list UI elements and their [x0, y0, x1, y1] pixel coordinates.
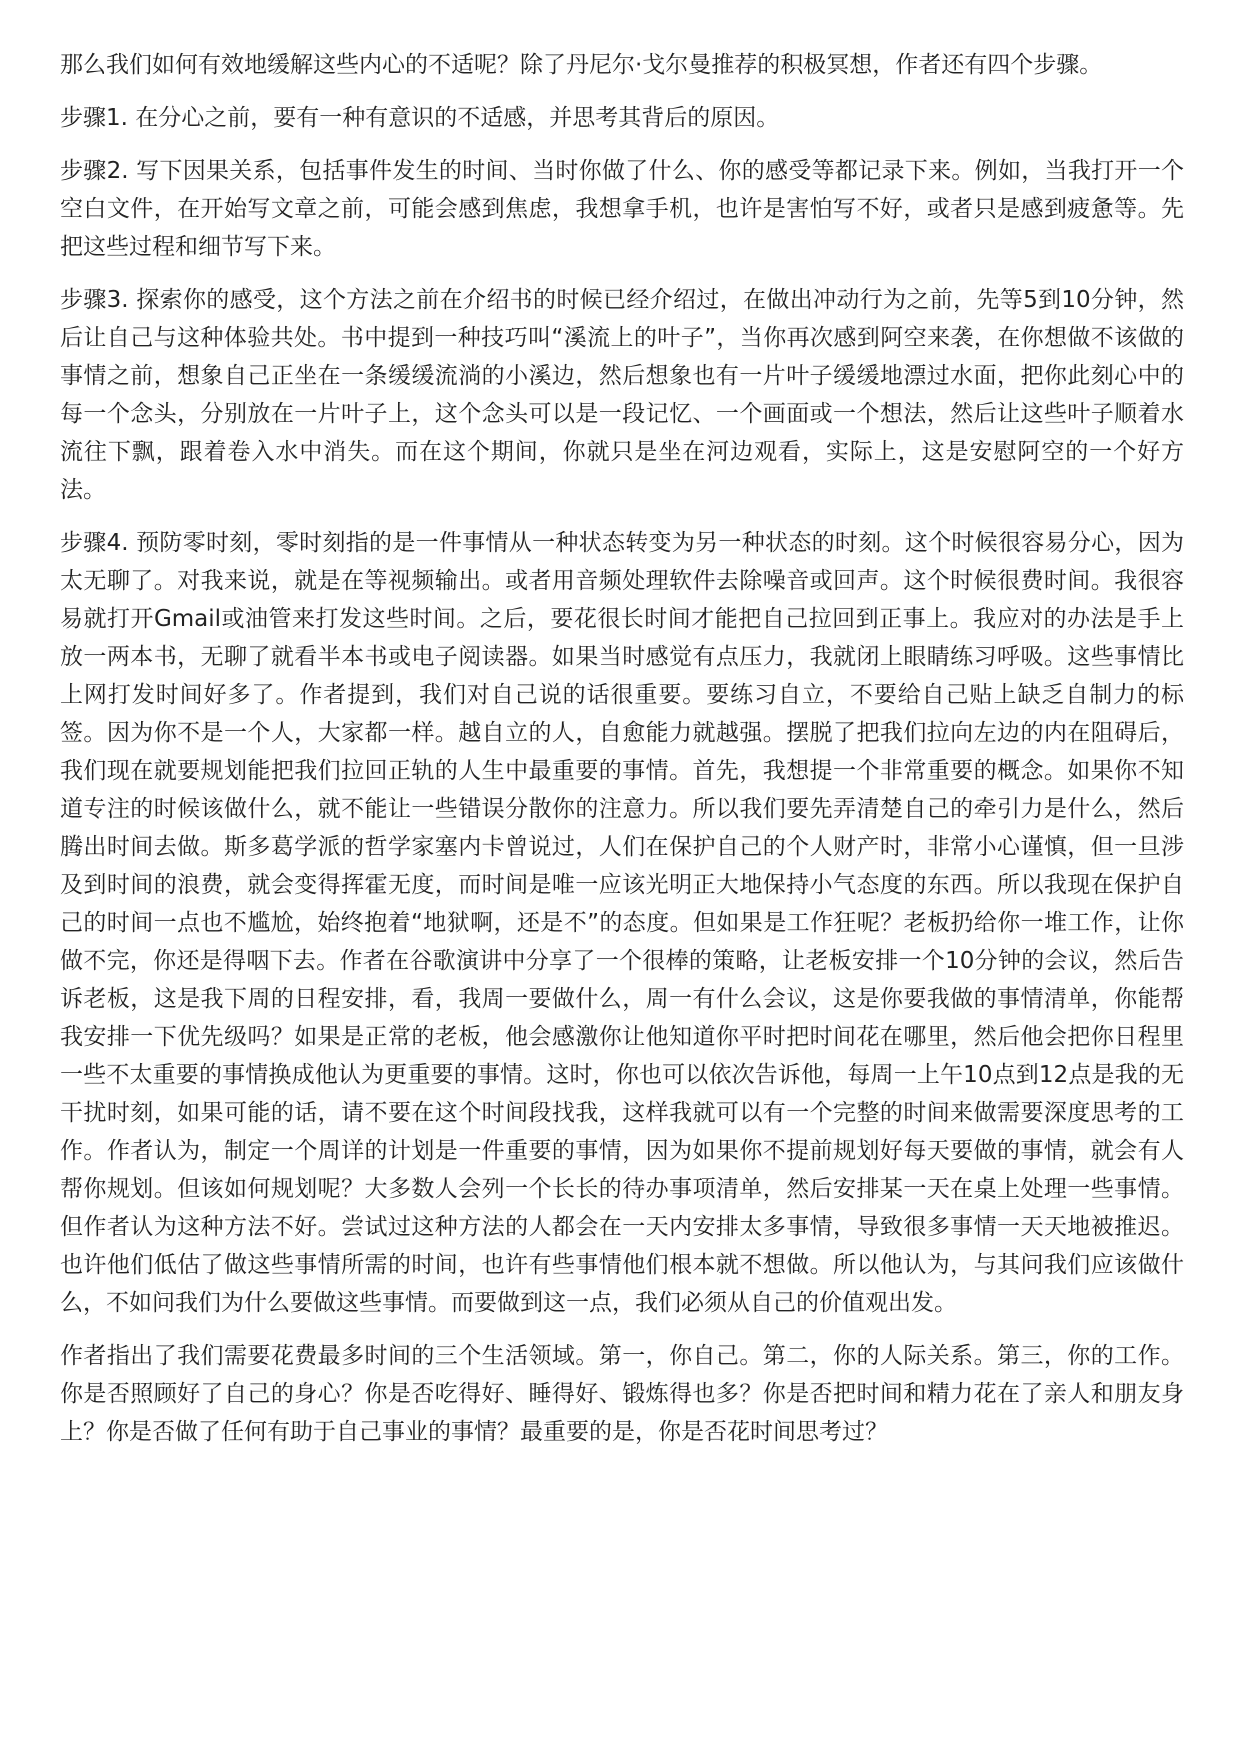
paragraph-step-2: 步骤2. 写下因果关系，包括事件发生的时间、当时你做了什么、你的感受等都记录下来。例如，当我打开一个空白文件，在开始写文章之前，可能会感到焦虑，我想拿手机，也许是害怕写不好，或者只是感到疲惫等。先把这些过程和细节写下来。 [60, 158, 1184, 260]
paragraph-intro: 那么我们如何有效地缓解这些内心的不适呢？除了丹尼尔·戈尔曼推荐的积极冥想，作者还有四个步骤。 [60, 52, 1103, 78]
paragraph-life-areas: 作者指出了我们需要花费最多时间的三个生活领域。第一，你自己。第二，你的人际关系。第三，你的工作。你是否照顾好了自己的身心？你是否吃得好、睡得好、锻炼得也多？你是否把时间和精力花在了亲人和朋友身上？你是否做了任何有助于自己事业的事情？最重要的是，你是否花时间思考过？ [60, 1343, 1184, 1445]
document-page [60, 46, 1184, 1466]
paragraph-step-3: 步骤3. 探索你的感受，这个方法之前在介绍书的时候已经介绍过，在做出冲动行为之前，先等5到10分钟，然后让自己与这种体验共处。书中提到一种技巧叫“溪流上的叶子”，当你再次感到阿空来袭，在你想做不该做的事情之前，想象自己正坐在一条缓缓流淌的小溪边，然后想象也有一片叶子缓缓地漂过水面，把你此刻心中的每一个念头，分别放在一片叶子上，这个念头可以是一段记忆、一个画面或一个想法，然后让这些叶子顺着水流往下飘，跟着卷入水中消失。而在这个期间，你就只是坐在河边观看，实际上，这是安慰阿空的一个好方法。 [60, 287, 1184, 503]
paragraph-step-4: 步骤4. 预防零时刻，零时刻指的是一件事情从一种状态转变为另一种状态的时刻。这个时候很容易分心，因为太无聊了。对我来说，就是在等视频输出。或者用音频处理软件去除噪音或回声。这个时候很费时间。我很容易就打开Gmail或油管来打发这些时间。之后，要花很长时间才能把自己拉回到正事上。我应对的办法是手上放一两本书，无聊了就看半本书或电子阅读器。如果当时感觉有点压力，我就闭上眼睛练习呼吸。这些事情比上网打发时间好多了。作者提到，我们对自己说的话很重要。要练习自立，不要给自己贴上缺乏自制力的标签。因为你不是一个人，大家都一样。越自立的人，自愈能力就越强。摆脱了把我们拉向左边的内在阻碍后，我们现在就要规划能把我们拉回正轨的人生中最重要的事情。首先，我想提一个非常重要的概念。如果你不知道专注的时候该做什么，就不能让一些错误分散你的注意力。所以我们要先弄清楚自己的牵引力是什么，然后腾出时间去做。斯多葛学派的哲学家塞内卡曾说过，人们在保护自己的个人财产时，非常小心谨慎，但一旦涉及到时间的浪费，就会变得挥霍无度，而时间是唯一应该光明正大地保持小气态度的东西。所以我现在保护自己的时间一点也不尴尬，始终抱着“地狱啊，还是不”的态度。但如果是工作狂呢？老板扔给你一堆工作，让你做不完，你还是得咽下去。作者在谷歌演讲中分享了一个很棒的策略，让老板安排一个10分钟的会议，然后告诉老板，这是我下周的日程安排，看，我周一要做什么，周一有什么会议，这是你要我做的事情清单，你能帮我安排一下优先级吗？如果是正常的老板，他会感激你让他知道你平时把时间花在哪里，然后他会把你日程里一些不太重要的事情换成他认为更重要的事情。这时，你也可以依次告诉他，每周一上午10点到12点是我的无干扰时刻，如果可能的话，请不要在这个时间段找我，这样我就可以有一个完整的时间来做需要深度思考的工作。作者认为，制定一个周详的计划是一件重要的事情，因为如果你不提前规划好每天要做的事情，就会有人帮你规划。但该如何规划呢？大多数人会列一个长长的待办事项清单，然后安排某一天在桌上处理一些事情。但作者认为这种方法不好。尝试过这种方法的人都会在一天内安排太多事情，导致很多事情一天天地被推迟。也许他们低估了做这些事情所需的时间，也许有些事情他们根本就不想做。所以他认为，与其问我们应该做什么，不如问我们为什么要做这些事情。而要做到这一点，我们必须从自己的价值观出发。 [60, 530, 1184, 1316]
paragraph-step-1: 步骤1. 在分心之前，要有一种有意识的不适感，并思考其背后的原因。 [60, 105, 780, 131]
